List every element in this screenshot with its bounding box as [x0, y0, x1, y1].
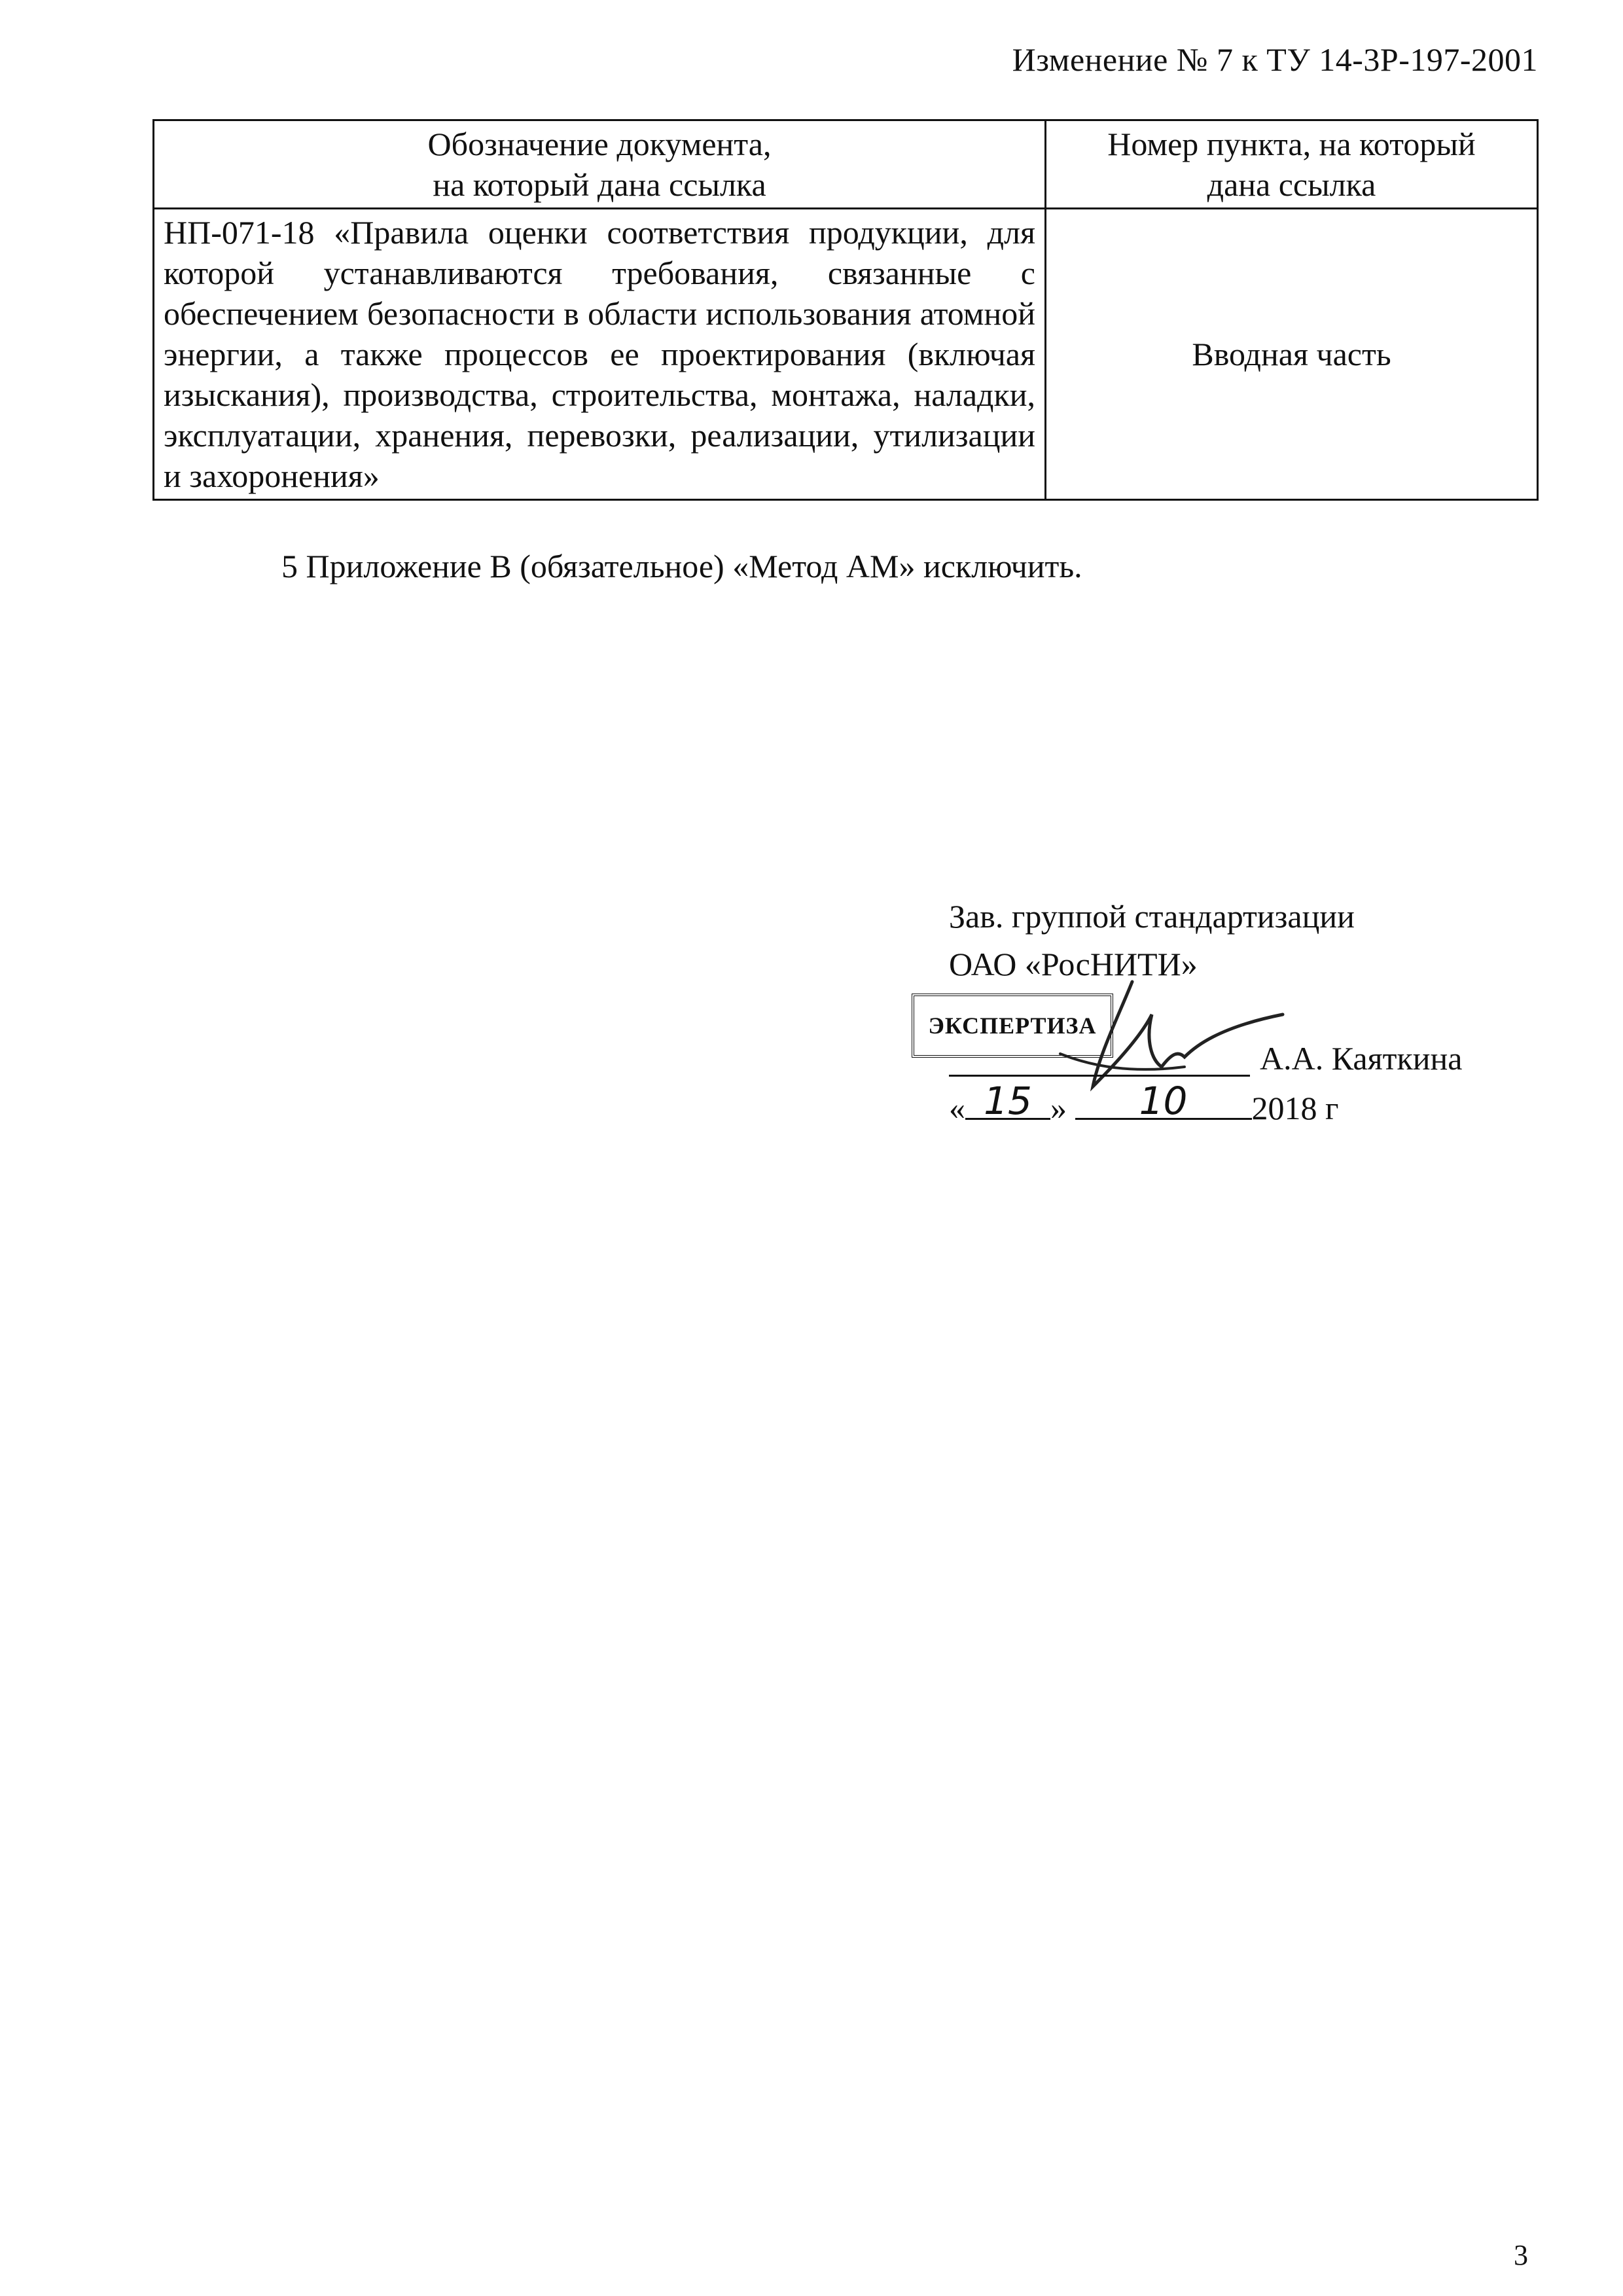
signer-position: Зав. группой стандартизации: [949, 898, 1355, 935]
col-header-document: [154, 120, 1046, 209]
col-header-clause: [1046, 120, 1538, 209]
signature-date: [949, 1079, 1339, 1127]
table-cell-document: НП-071-18 «Правила оценки соответствия продукции, для которой устанавливаются требования, связанные с обеспечением безопасности в области использования атомной энергии, а также процессов ее проектирования (включая изыскания), производства, строительства, монтажа, наладки, эксплуатации, хранения, перевозки, реализации, утилизации и захоронения»: [154, 209, 1046, 500]
date-month: 10: [1139, 1079, 1188, 1123]
date-day-blank: [965, 1079, 1050, 1123]
col-header-document-line1: Обозначение документа,: [427, 126, 772, 162]
date-quote-close: »: [1050, 1090, 1067, 1126]
col-header-clause-line2: дана ссылка: [1207, 166, 1376, 203]
date-month-blank: [1075, 1079, 1252, 1123]
page-number: 3: [1514, 2239, 1528, 2271]
date-year: 2018 г: [1251, 1090, 1339, 1126]
table-row: [154, 209, 1538, 500]
document-reference-header: Изменение № 7 к ТУ 14-3Р-197-2001: [1012, 41, 1538, 78]
col-header-document-line2: на который дана ссылка: [433, 166, 766, 203]
item-5-text: 5 Приложение В (обязательное) «Метод АМ» исключить.: [281, 548, 1082, 584]
signer-name: А.А. Каяткина: [1260, 1040, 1463, 1077]
table-header-row: [154, 120, 1538, 209]
signer-organization: ОАО «РосНИТИ»: [949, 946, 1198, 982]
date-day: 15: [984, 1079, 1032, 1123]
col-header-clause-line1: Номер пункта, на который: [1107, 126, 1476, 162]
expertise-stamp: ЭКСПЕРТИЗА: [912, 994, 1113, 1058]
date-quote-open: «: [949, 1090, 965, 1126]
signature-line: [949, 1042, 1250, 1077]
table-cell-clause: Вводная часть: [1046, 209, 1538, 500]
reference-table: [152, 119, 1539, 501]
